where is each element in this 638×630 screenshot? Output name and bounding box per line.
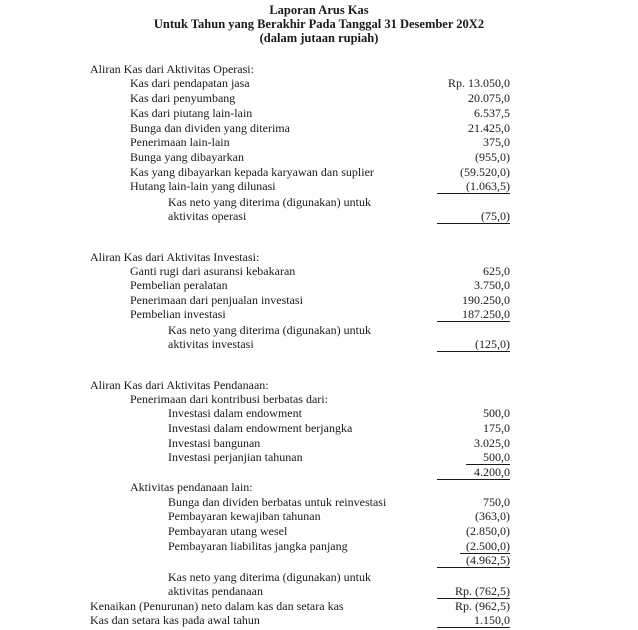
kontribusi-item-label: Investasi dalam endowment: [168, 406, 302, 420]
operasi-item-label: Bunga dan dividen yang diterima: [130, 121, 290, 135]
operasi-item-value: 6.537,5: [474, 106, 510, 120]
summary-value: Rp. (962,5): [455, 599, 510, 613]
summary-value: 1.150,0: [437, 613, 510, 628]
operasi-item-value: 21.425,0: [468, 121, 510, 135]
summary-label: Kenaikan (Penurunan) neto dalam kas dan setara kas: [90, 599, 344, 613]
kontribusi-item-label: Investasi dalam endowment berjangka: [168, 421, 353, 435]
investasi-item-value: 187.250,0: [437, 307, 510, 322]
operasi-item-label: Hutang lain-lain yang dilunasi: [130, 179, 276, 193]
operasi-item-label: Kas dari pendapatan jasa: [130, 76, 250, 90]
investasi-item-value: 3.750,0: [474, 278, 510, 292]
pendanaan-net-label: aktivitas pendanaan: [168, 584, 263, 598]
report-unit: (dalam jutaan rupiah): [259, 31, 379, 45]
summary-label: Kas dan setara kas pada awal tahun: [90, 613, 260, 627]
investasi-item-label: Penerimaan dari penjualan investasi: [130, 293, 303, 307]
lain-total: (4.962,5): [437, 553, 510, 568]
investasi-net-label: aktivitas investasi: [168, 337, 254, 351]
operasi-item-value: (955,0): [475, 150, 510, 164]
operasi-item-label: Penerimaan lain-lain: [130, 135, 230, 149]
investasi-net-label: Kas neto yang diterima (digunakan) untuk: [168, 323, 371, 337]
operasi-item-label: Bunga yang dibayarkan: [130, 150, 244, 164]
operasi-net-label: Kas neto yang diterima (digunakan) untuk: [168, 195, 371, 209]
investasi-item-label: Pembelian peralatan: [130, 278, 228, 292]
kontribusi-item-value: 175,0: [483, 421, 510, 435]
operasi-item-value: Rp. 13.050,0: [447, 76, 510, 90]
kontribusi-heading: Penerimaan dari kontribusi berbatas dari:: [130, 392, 328, 406]
pendanaan-heading: Aliran Kas dari Aktivitas Pendanaan:: [90, 378, 269, 392]
operasi-net-label: aktivitas operasi: [168, 209, 247, 223]
investasi-item-label: Pembelian investasi: [130, 307, 226, 321]
lain-item-label: Pembayaran utang wesel: [168, 524, 288, 538]
lain-item-value: (363,0): [475, 509, 510, 523]
investasi-item-label: Ganti rugi dari asuransi kebakaran: [130, 264, 296, 278]
report-title: Laporan Arus Kas: [269, 3, 369, 17]
lain-item-value: (2.500,0): [460, 539, 510, 554]
investasi-item-value: 190.250,0: [462, 293, 510, 307]
pendanaan-net-label: Kas neto yang diterima (digunakan) untuk: [168, 570, 371, 584]
lain-item-label: Pembayaran liabilitas jangka panjang: [168, 539, 348, 553]
kontribusi-item-value: 500,0: [466, 450, 510, 465]
lain-item-value: 750,0: [483, 495, 510, 509]
operasi-item-label: Kas yang dibayarkan kepada karyawan dan suplier: [130, 165, 374, 179]
investasi-heading: Aliran Kas dari Aktivitas Investasi:: [90, 250, 260, 264]
lain-item-value: (2.850,0): [466, 524, 510, 538]
operasi-item-value: 20.075,0: [468, 91, 510, 105]
lain-item-label: Bunga dan dividen berbatas untuk reinvestasi: [168, 495, 387, 509]
investasi-net-value: (125,0): [437, 337, 510, 352]
operasi-item-label: Kas dari penyumbang: [130, 91, 236, 105]
operasi-item-value: 375,0: [483, 135, 510, 149]
kontribusi-item-label: Investasi bangunan: [168, 436, 261, 450]
operasi-item-label: Kas dari piutang lain-lain: [130, 106, 253, 120]
investasi-item-value: 625,0: [483, 264, 510, 278]
kontribusi-total: 4.200,0: [437, 465, 510, 480]
lain-heading: Aktivitas pendanaan lain:: [130, 480, 253, 494]
operasi-item-value: (59.520,0): [460, 165, 510, 179]
kontribusi-item-value: 500,0: [483, 406, 510, 420]
operasi-net-value: (75,0): [437, 209, 510, 224]
operasi-item-value: (1.063,5): [437, 179, 510, 194]
lain-item-label: Pembayaran kewajiban tahunan: [168, 509, 321, 523]
report-subtitle: Untuk Tahun yang Berakhir Pada Tanggal 31 Desember 20X2: [153, 17, 485, 31]
kontribusi-item-value: 3.025,0: [474, 436, 510, 450]
kontribusi-item-label: Investasi perjanjian tahunan: [168, 450, 303, 464]
pendanaan-net-value: Rp. (762,5): [437, 584, 510, 599]
operasi-heading: Aliran Kas dari Aktivitas Operasi:: [90, 62, 254, 76]
